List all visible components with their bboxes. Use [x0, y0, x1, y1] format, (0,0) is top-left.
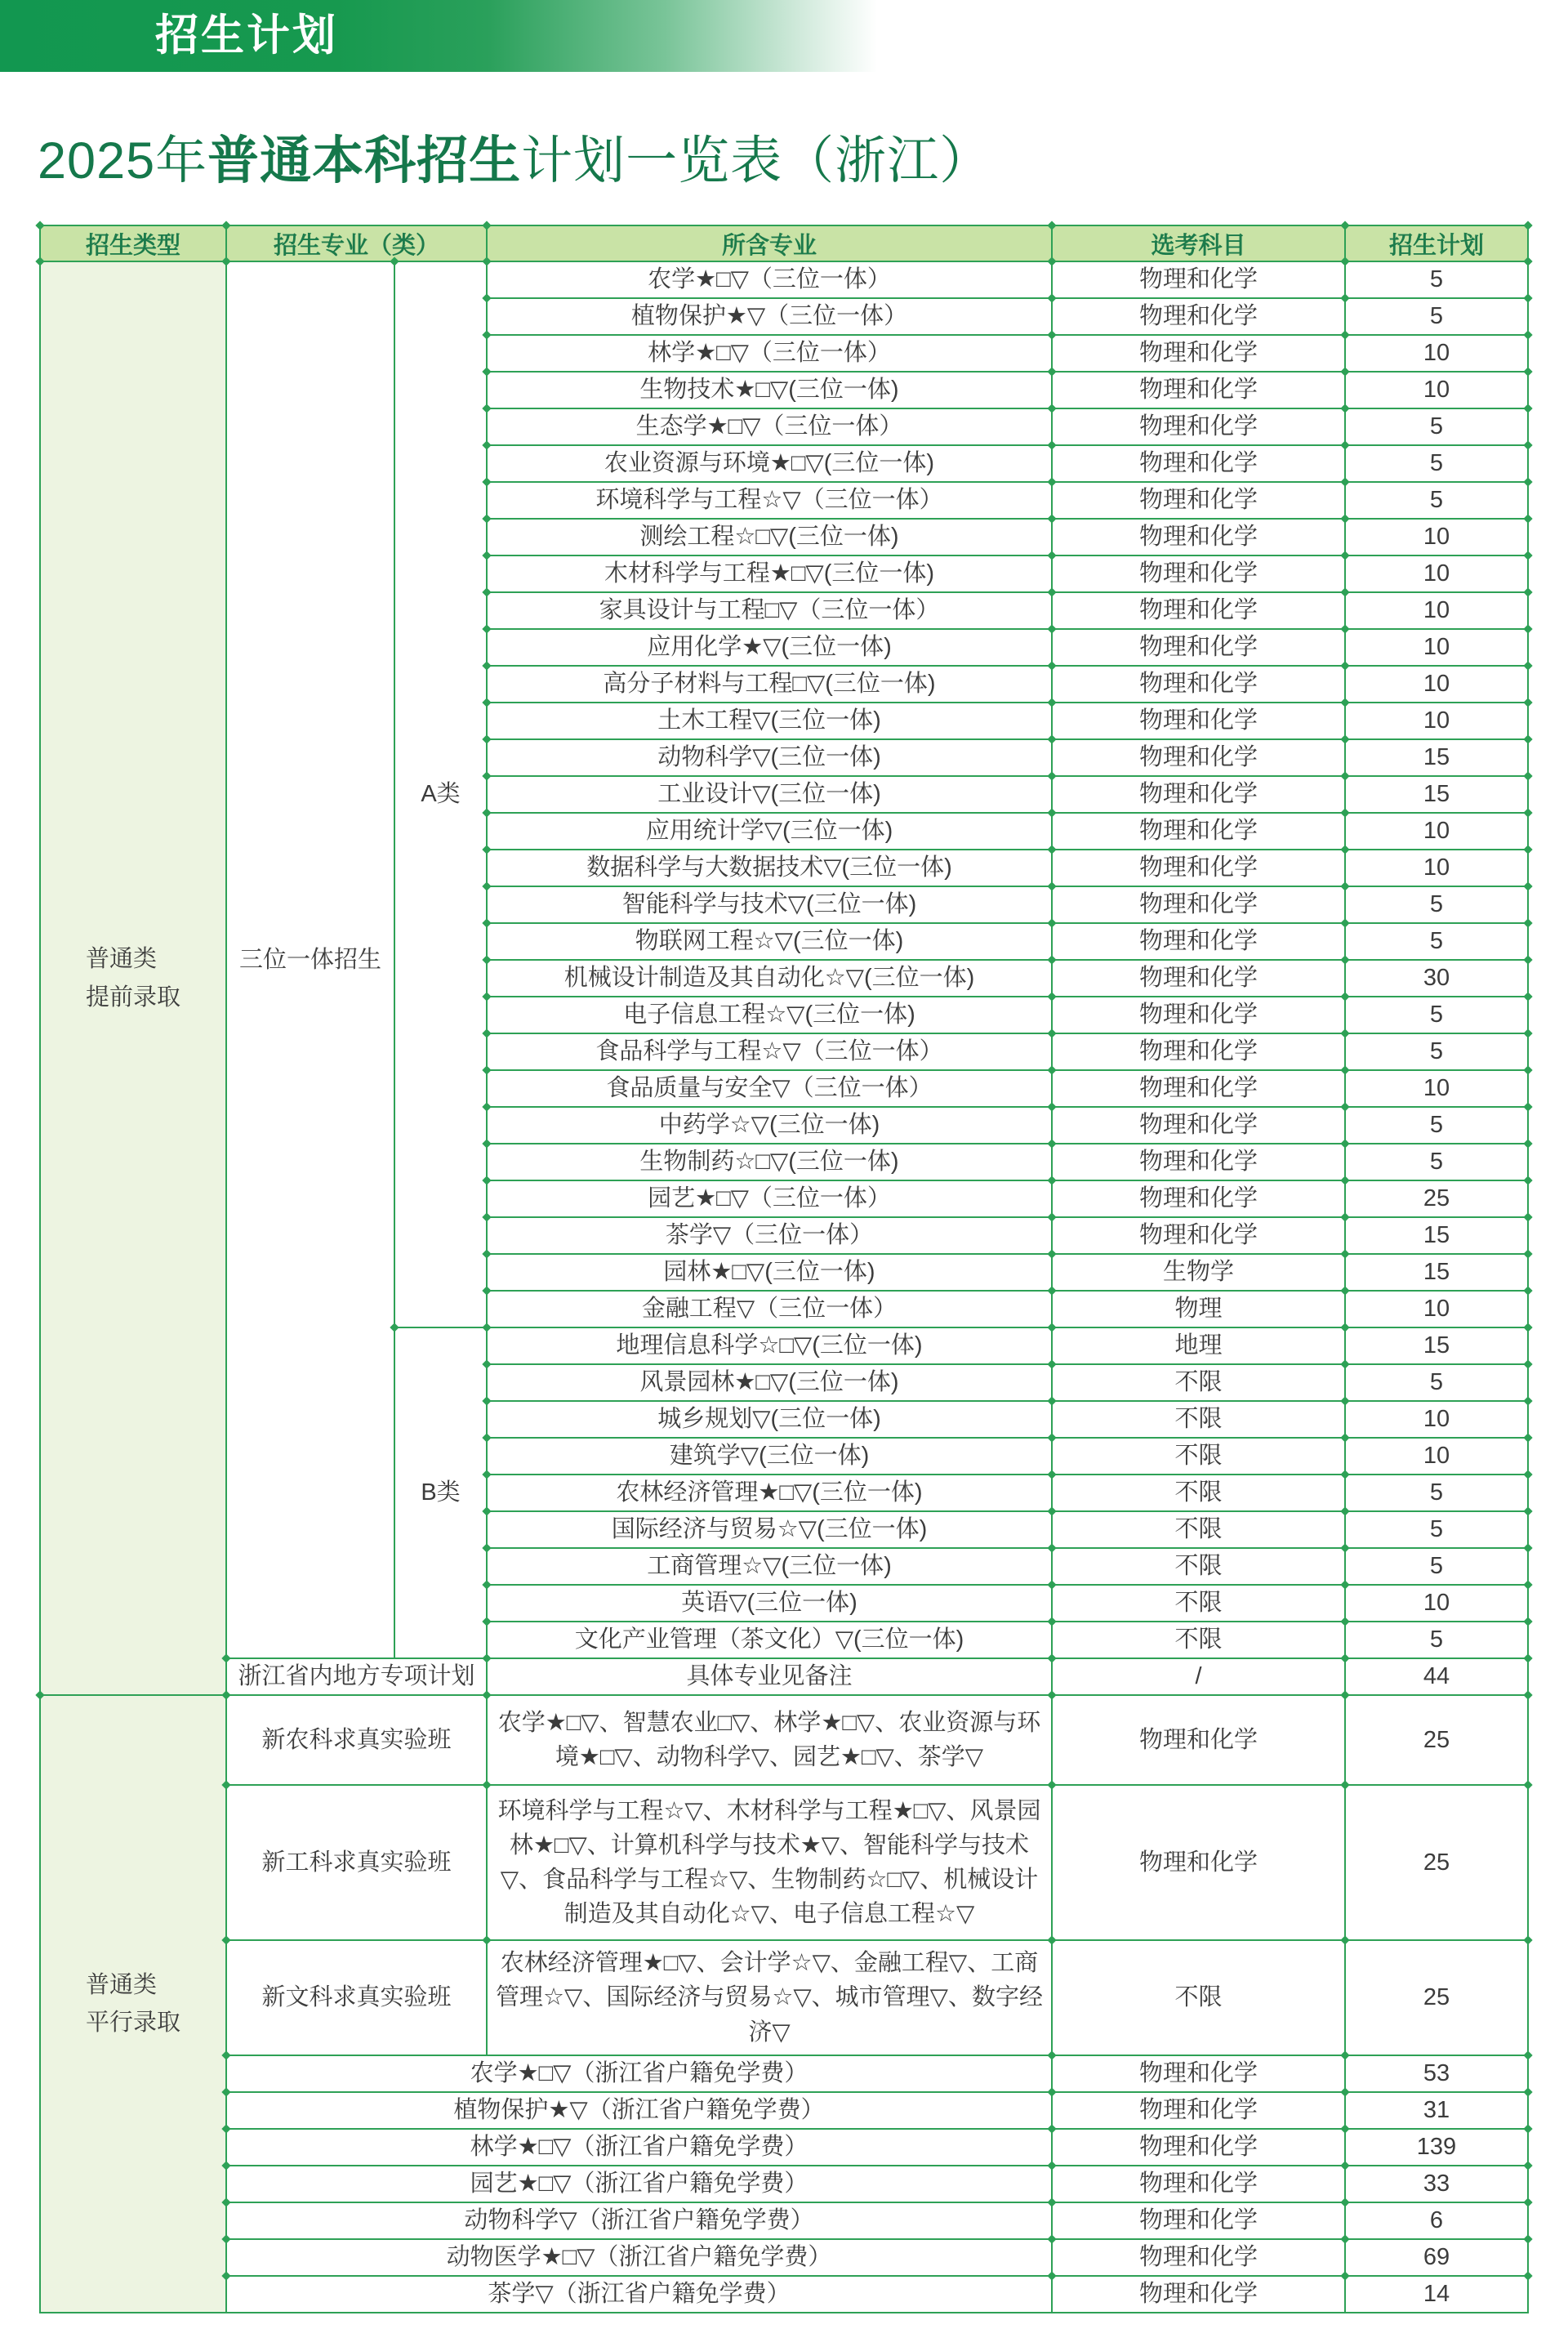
- plan-cell: 5: [1345, 408, 1528, 445]
- plan-cell: 69: [1345, 2239, 1528, 2276]
- class-row: [40, 1940, 1528, 2055]
- plan-cell: 5: [1345, 1144, 1528, 1180]
- major-cell: 智能科学与技术▽(三位一体): [487, 886, 1052, 923]
- subject-cell: 生物学: [1052, 1254, 1345, 1291]
- free-tuition-row: [40, 2166, 1528, 2202]
- subject-cell: 物理和化学: [1052, 2129, 1345, 2166]
- subject-cell: 物理和化学: [1052, 298, 1345, 335]
- major-cell: 国际经济与贸易☆▽(三位一体): [487, 1511, 1052, 1548]
- title-year: 2025年: [38, 132, 208, 190]
- col-header-majors: 所含专业: [487, 225, 1052, 261]
- major-cell: 园林★□▽(三位一体): [487, 1254, 1052, 1291]
- section-banner: [0, 0, 886, 72]
- subject-cell: 物理和化学: [1052, 2166, 1345, 2202]
- free-tuition-row: [40, 2092, 1528, 2129]
- plan-cell: 10: [1345, 666, 1528, 703]
- plan-cell: 33: [1345, 2166, 1528, 2202]
- major-cell: 风景园林★□▽(三位一体): [487, 1364, 1052, 1401]
- plan-cell: 5: [1345, 923, 1528, 960]
- subject-cell: 物理和化学: [1052, 1107, 1345, 1144]
- plan-cell: 5: [1345, 261, 1528, 298]
- col-header-major-class: 招生专业（类）: [226, 225, 487, 261]
- major-cell: 应用化学★▽(三位一体): [487, 629, 1052, 666]
- major-cell: 环境科学与工程☆▽（三位一体）: [487, 482, 1052, 519]
- plan-cell: 10: [1345, 592, 1528, 629]
- subject-cell: 不限: [1052, 1511, 1345, 1548]
- subject-cell: 地理: [1052, 1327, 1345, 1364]
- plan-cell: 5: [1345, 1511, 1528, 1548]
- plan-cell: 15: [1345, 739, 1528, 776]
- plan-cell: 44: [1345, 1658, 1528, 1695]
- subject-cell: 物理和化学: [1052, 555, 1345, 592]
- plan-cell: 31: [1345, 2092, 1528, 2129]
- subject-cell: 不限: [1052, 1401, 1345, 1438]
- subject-cell: 物理和化学: [1052, 1070, 1345, 1107]
- major-cell: 电子信息工程☆▽(三位一体): [487, 997, 1052, 1033]
- major-cell: 植物保护★▽（三位一体）: [487, 298, 1052, 335]
- plan-cell: 5: [1345, 1364, 1528, 1401]
- subject-cell: 物理和化学: [1052, 519, 1345, 555]
- major-cell: 林学★□▽（三位一体）: [487, 335, 1052, 372]
- plan-cell: 10: [1345, 629, 1528, 666]
- plan-cell: 139: [1345, 2129, 1528, 2166]
- subject-cell: 物理和化学: [1052, 408, 1345, 445]
- admission-type-early-label: 普通类 提前录取: [85, 946, 180, 1011]
- plan-cell: 5: [1345, 482, 1528, 519]
- major-cell: 高分子材料与工程□▽(三位一体): [487, 666, 1052, 703]
- plan-cell: 5: [1345, 1475, 1528, 1511]
- admission-plan-table: [39, 225, 1529, 2313]
- subject-cell: 物理和化学: [1052, 335, 1345, 372]
- subject-cell: 不限: [1052, 1940, 1345, 2055]
- major-cell: 文化产业管理（茶文化）▽(三位一体): [487, 1622, 1052, 1658]
- subject-cell: 物理和化学: [1052, 1144, 1345, 1180]
- plan-cell: 10: [1345, 1291, 1528, 1327]
- col-header-subjects: 选考科目: [1052, 225, 1345, 261]
- subject-cell: 物理和化学: [1052, 629, 1345, 666]
- plan-cell: 5: [1345, 1548, 1528, 1585]
- class-label-cell: 新工科求真实验班: [226, 1785, 487, 1940]
- class-label-cell: 新文科求真实验班: [226, 1940, 487, 2055]
- major-cell: 建筑学▽(三位一体): [487, 1438, 1052, 1475]
- major-cell: 植物保护★▽（浙江省户籍免学费）: [226, 2092, 1052, 2129]
- major-cell: 动物科学▽(三位一体): [487, 739, 1052, 776]
- local-plan-majors-cell: 具体专业见备注: [487, 1658, 1052, 1695]
- subject-cell: 不限: [1052, 1475, 1345, 1511]
- plan-cell: 15: [1345, 776, 1528, 813]
- plan-cell: 10: [1345, 1438, 1528, 1475]
- plan-cell: 10: [1345, 813, 1528, 850]
- class-label-cell: 新农科求真实验班: [226, 1695, 487, 1785]
- subject-cell: 物理和化学: [1052, 261, 1345, 298]
- major-cell: 生物制药☆□▽(三位一体): [487, 1144, 1052, 1180]
- class-row: [40, 1695, 1528, 1785]
- major-cell: 金融工程▽（三位一体）: [487, 1291, 1052, 1327]
- plan-cell: 15: [1345, 1254, 1528, 1291]
- major-cell: 茶学▽（浙江省户籍免学费）: [226, 2276, 1052, 2313]
- subject-cell: 物理和化学: [1052, 813, 1345, 850]
- subject-cell: 物理和化学: [1052, 1033, 1345, 1070]
- plan-cell: 5: [1345, 997, 1528, 1033]
- subject-cell: 物理和化学: [1052, 2202, 1345, 2239]
- free-tuition-row: [40, 2202, 1528, 2239]
- class-majors-cell: 农学★□▽、智慧农业□▽、林学★□▽、农业资源与环境★□▽、动物科学▽、园艺★□▽、茶学▽: [487, 1695, 1052, 1785]
- subject-cell: /: [1052, 1658, 1345, 1695]
- subject-cell: 物理和化学: [1052, 923, 1345, 960]
- major-cell: 测绘工程☆□▽(三位一体): [487, 519, 1052, 555]
- plan-cell: 10: [1345, 1401, 1528, 1438]
- subject-cell: 物理和化学: [1052, 776, 1345, 813]
- major-cell: 中药学☆▽(三位一体): [487, 1107, 1052, 1144]
- plan-cell: 5: [1345, 1622, 1528, 1658]
- subject-cell: 物理和化学: [1052, 1217, 1345, 1254]
- plan-cell: 5: [1345, 1033, 1528, 1070]
- subject-cell: 物理和化学: [1052, 482, 1345, 519]
- free-tuition-row: [40, 2055, 1528, 2092]
- subject-cell: 物理和化学: [1052, 1695, 1345, 1785]
- subject-cell: 不限: [1052, 1364, 1345, 1401]
- admission-type-early-cell: [40, 261, 226, 1695]
- header-row: [40, 225, 1528, 261]
- major-cell: 农林经济管理★□▽(三位一体): [487, 1475, 1052, 1511]
- major-cell: 农学★□▽（三位一体）: [487, 261, 1052, 298]
- plan-cell: 30: [1345, 960, 1528, 997]
- free-tuition-row: [40, 2276, 1528, 2313]
- plan-cell: 10: [1345, 555, 1528, 592]
- subject-cell: 物理和化学: [1052, 2055, 1345, 2092]
- major-cell: 动物医学★□▽（浙江省户籍免学费）: [226, 2239, 1052, 2276]
- banner-label: 招生计划: [155, 11, 338, 60]
- major-cell: 农学★□▽（浙江省户籍免学费）: [226, 2055, 1052, 2092]
- major-cell: 城乡规划▽(三位一体): [487, 1401, 1052, 1438]
- subject-cell: 物理和化学: [1052, 445, 1345, 482]
- class-majors-cell: 环境科学与工程☆▽、木材科学与工程★□▽、风景园林★□▽、计算机科学与技术★▽、智能科学与技术▽、食品科学与工程☆▽、生物制药☆□▽、机械设计制造及其自动化☆▽、电子信息工程☆▽: [487, 1785, 1052, 1940]
- subject-cell: 物理和化学: [1052, 592, 1345, 629]
- plan-cell: 10: [1345, 335, 1528, 372]
- class-b-cell: B类: [394, 1327, 487, 1658]
- subject-cell: 不限: [1052, 1548, 1345, 1585]
- plan-cell: 15: [1345, 1327, 1528, 1364]
- plan-cell: 5: [1345, 1107, 1528, 1144]
- major-cell: 工业设计▽(三位一体): [487, 776, 1052, 813]
- subject-cell: 物理和化学: [1052, 960, 1345, 997]
- sanwei-group-cell: 三位一体招生: [226, 261, 394, 1658]
- class-row: [40, 1785, 1528, 1940]
- plan-cell: 14: [1345, 2276, 1528, 2313]
- col-header-type: 招生类型: [40, 225, 226, 261]
- title-bold: 普通本科招生: [207, 132, 522, 190]
- major-cell: 林学★□▽（浙江省户籍免学费）: [226, 2129, 1052, 2166]
- major-cell: 家具设计与工程□▽（三位一体）: [487, 592, 1052, 629]
- plan-cell: 10: [1345, 1070, 1528, 1107]
- class-a-cell: A类: [394, 261, 487, 1327]
- subject-cell: 物理和化学: [1052, 1785, 1345, 1940]
- subject-cell: 不限: [1052, 1585, 1345, 1622]
- subject-cell: 物理和化学: [1052, 850, 1345, 886]
- class-majors-cell: 农林经济管理★□▽、会计学☆▽、金融工程▽、工商管理☆▽、国际经济与贸易☆▽、城市管理▽、数字经济▽: [487, 1940, 1052, 2055]
- free-tuition-row: [40, 2239, 1528, 2276]
- plan-cell: 5: [1345, 298, 1528, 335]
- plan-cell: 6: [1345, 2202, 1528, 2239]
- major-cell: 园艺★□▽（三位一体）: [487, 1180, 1052, 1217]
- major-cell: 动物科学▽（浙江省户籍免学费）: [226, 2202, 1052, 2239]
- table-row: [40, 261, 1528, 298]
- plan-cell: 53: [1345, 2055, 1528, 2092]
- subject-cell: 物理和化学: [1052, 886, 1345, 923]
- major-cell: 数据科学与大数据技术▽(三位一体): [487, 850, 1052, 886]
- major-cell: 应用统计学▽(三位一体): [487, 813, 1052, 850]
- subject-cell: 物理: [1052, 1291, 1345, 1327]
- plan-cell: 10: [1345, 1585, 1528, 1622]
- title-suffix: 计划一览表（浙江）: [521, 132, 992, 190]
- subject-cell: 物理和化学: [1052, 1180, 1345, 1217]
- major-cell: 生物技术★□▽(三位一体): [487, 372, 1052, 408]
- subject-cell: 不限: [1052, 1438, 1345, 1475]
- subject-cell: 物理和化学: [1052, 2092, 1345, 2129]
- major-cell: 茶学▽（三位一体）: [487, 1217, 1052, 1254]
- plan-cell: 25: [1345, 1785, 1528, 1940]
- subject-cell: 物理和化学: [1052, 739, 1345, 776]
- major-cell: 农业资源与环境★□▽(三位一体): [487, 445, 1052, 482]
- admission-type-parallel-cell: [40, 1695, 226, 2313]
- major-cell: 食品质量与安全▽（三位一体）: [487, 1070, 1052, 1107]
- plan-cell: 10: [1345, 372, 1528, 408]
- plan-cell: 15: [1345, 1217, 1528, 1254]
- major-cell: 土木工程▽(三位一体): [487, 703, 1052, 739]
- plan-cell: 25: [1345, 1180, 1528, 1217]
- plan-cell: 5: [1345, 886, 1528, 923]
- subject-cell: 物理和化学: [1052, 2239, 1345, 2276]
- major-cell: 木材科学与工程★□▽(三位一体): [487, 555, 1052, 592]
- plan-cell: 10: [1345, 519, 1528, 555]
- plan-cell: 10: [1345, 850, 1528, 886]
- subject-cell: 物理和化学: [1052, 666, 1345, 703]
- admission-type-parallel-label: 普通类 平行录取: [85, 1971, 180, 2036]
- major-cell: 地理信息科学☆□▽(三位一体): [487, 1327, 1052, 1364]
- page-title: [38, 119, 992, 190]
- major-cell: 园艺★□▽（浙江省户籍免学费）: [226, 2166, 1052, 2202]
- major-cell: 工商管理☆▽(三位一体): [487, 1548, 1052, 1585]
- plan-cell: 25: [1345, 1940, 1528, 2055]
- subject-cell: 物理和化学: [1052, 2276, 1345, 2313]
- local-plan-row: [40, 1658, 1528, 1695]
- major-cell: 食品科学与工程☆▽（三位一体）: [487, 1033, 1052, 1070]
- plan-cell: 25: [1345, 1695, 1528, 1785]
- subject-cell: 物理和化学: [1052, 997, 1345, 1033]
- subject-cell: 物理和化学: [1052, 703, 1345, 739]
- free-tuition-row: [40, 2129, 1528, 2166]
- local-plan-label-cell: 浙江省内地方专项计划: [226, 1658, 487, 1695]
- major-cell: 生态学★□▽（三位一体）: [487, 408, 1052, 445]
- subject-cell: 不限: [1052, 1622, 1345, 1658]
- plan-cell: 5: [1345, 445, 1528, 482]
- col-header-plan: 招生计划: [1345, 225, 1528, 261]
- subject-cell: 物理和化学: [1052, 372, 1345, 408]
- major-cell: 机械设计制造及其自动化☆▽(三位一体): [487, 960, 1052, 997]
- plan-cell: 10: [1345, 703, 1528, 739]
- major-cell: 物联网工程☆▽(三位一体): [487, 923, 1052, 960]
- major-cell: 英语▽(三位一体): [487, 1585, 1052, 1622]
